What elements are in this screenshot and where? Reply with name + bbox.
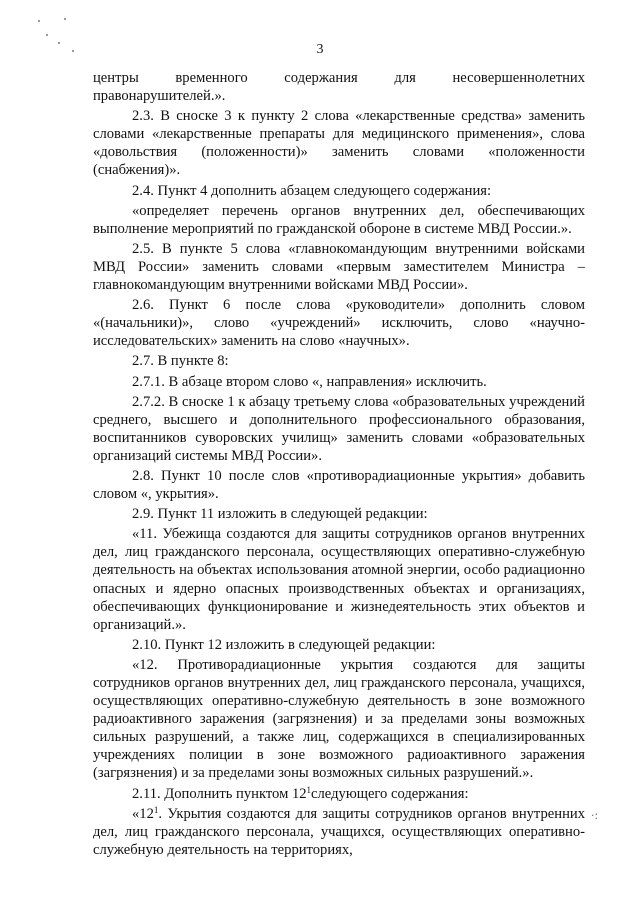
paragraph: 2.10. Пункт 12 изложить в следующей редакции: [132,636,436,653]
superscript: 1 [306,784,312,795]
paragraph: 2.3. В сноске 3 к пункту 2 слова «лекарственные средства» заменить словами «лекарственные препараты для медицинского применения», слова «довольствия (положенности)» заменить словами «положенности (снабжения)». [93,108,585,179]
paragraph: 2.7.2. В сноске 1 к абзацу третьему слова «образовательных учреждений среднего, высшего и дополнительного профессионального образования, воспитанников суворовских училищ» заменить словами «образовательных организаций системы МВД России». [93,393,585,464]
superscript: 1 [153,804,159,815]
scan-mark: ·: [590,808,598,822]
paragraph: 2.8. Пункт 10 после слов «противорадиационные укрытия» добавить словом «, укрытия». [93,467,585,503]
paragraph: 2.6. Пункт 6 после слова «руководители» дополнить словом «(начальники)», слово «учреждений» исключить, слово «научно-исследовательских» заменить на слово «научных». [93,297,585,350]
paragraph: центры временного содержания для несовершеннолетних правонарушителей.». [93,70,585,105]
paragraph: 2.4. Пункт 4 дополнить абзацем следующего содержания: [132,182,492,199]
paragraph: «определяет перечень органов внутренних дел, обеспечивающих выполнение мероприятий по гражданской обороне в системе МВД России.». [93,202,585,237]
paragraph-text: . Укрытия создаются для защиты сотрудников органов внутренних дел, лиц гражданского персонала, учащихся, осуществляющих оперативно-служебную деятельность на территориях, [93,805,585,858]
paragraph-2-11 [93,785,585,803]
paragraph: «12. Противорадиационные укрытия создаются для защиты сотрудников органов внутренних дел, лиц гражданского персонала, учащихся, осуществляющих оперативно-служебную деятельность в зоне возможного радиоактивного заражения (загрязнения) и за пределами зоны возможных сильных разрушений, а также лиц, содержащихся в специализированных учреждениях полиции в зоне возможного радиоактивного заражения (загрязнения) и за пределами зоны возможных сильных разрушений.». [93,656,585,782]
paragraph: 2.9. Пункт 11 изложить в следующей редакции: [132,506,428,523]
paragraph-text: «12 [132,805,154,822]
page-number: 3 [316,42,324,57]
paragraph: «11. Убежища создаются для защиты сотрудников органов внутренних дел, лиц гражданского персонала, осуществляющих оперативно-служебную деятельность на объектах использования атомной энергии, особо радиационно опасных и ядерно опасных производственных объектах и организациях, обеспечивающих функционирование и жизнедеятельность этих объектов и организаций.». [93,526,585,633]
paragraph: 2.7.1. В абзаце втором слово «, направления» исключить. [132,373,487,390]
paragraph-text: следующего содержания: [311,785,469,802]
paragraph-text: 2.11. Дополнить пунктом 12 [132,785,307,802]
paragraph: 2.5. В пункте 5 слова «главнокомандующим внутренними войсками МВД России» заменить словами «первым заместителем Министра – главнокомандующим внутренними войсками МВД России». [93,240,585,294]
paragraph-12-1 [93,805,585,859]
document-body [93,69,585,859]
paragraph: 2.7. В пункте 8: [132,353,229,370]
